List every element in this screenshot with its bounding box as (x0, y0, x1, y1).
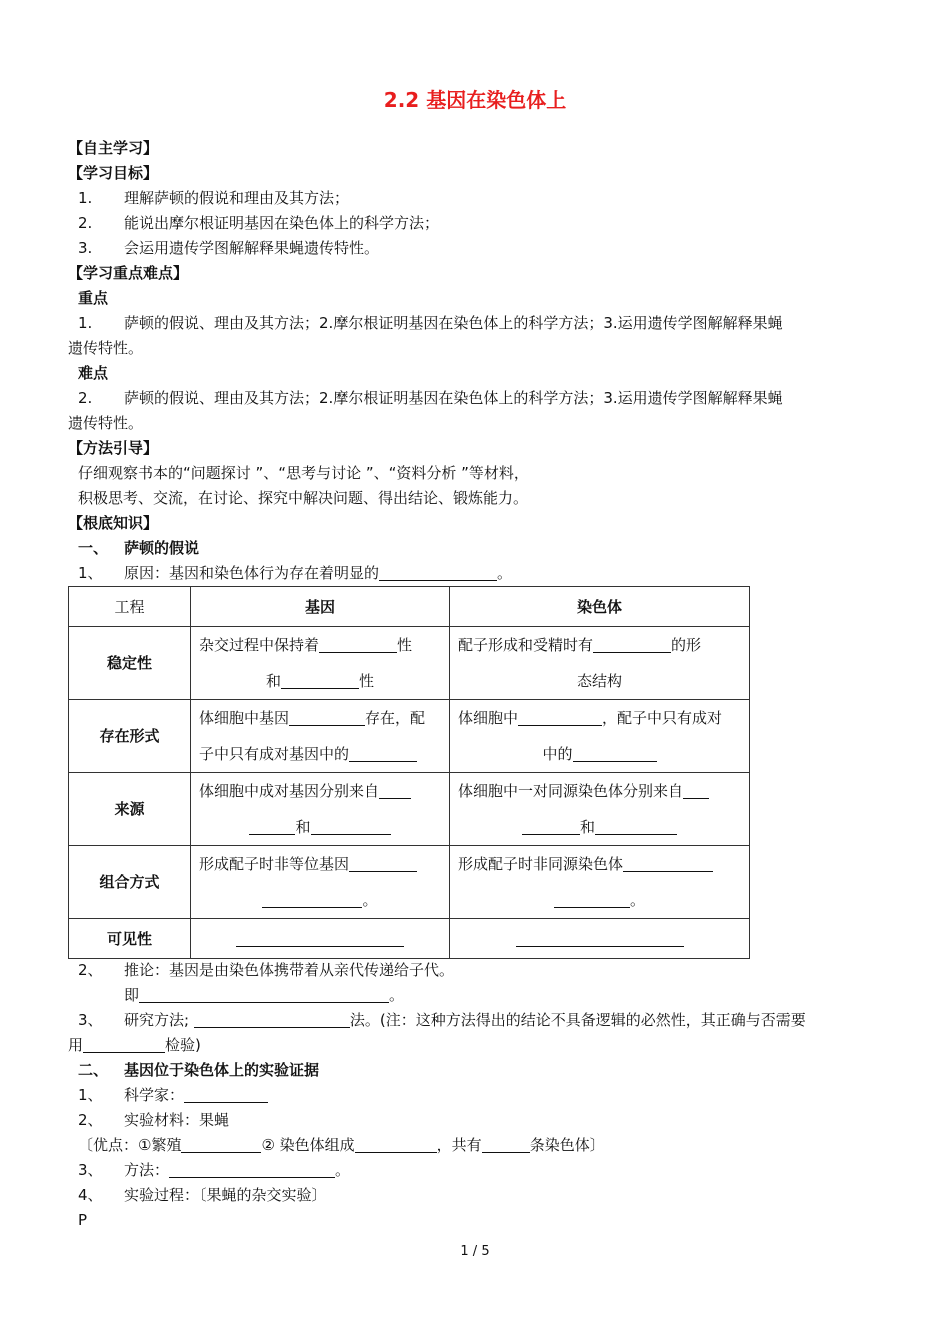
page-title: 2.2 基因在染色体上 (383, 88, 567, 112)
row-header: 可见性 (69, 919, 191, 959)
row-header: 组合方式 (69, 846, 191, 919)
answer-blank[interactable] (236, 930, 404, 947)
table-header: 染色体 (450, 587, 750, 627)
table-cell (450, 919, 750, 959)
method-text: 积极思考、交流，在讨论、探究中解决问题、得出结论、锻炼能力。 (78, 489, 529, 507)
table-row (69, 700, 750, 773)
table-row (69, 919, 750, 959)
answer-blank[interactable] (181, 1136, 261, 1153)
answer-blank[interactable] (169, 1161, 335, 1178)
heading-method: 【方法引导】 (68, 439, 159, 457)
answer-blank[interactable] (289, 709, 365, 726)
goal-item: 3. 会运用遗传学图解解释果蝇遗传特性。 (78, 239, 380, 257)
question-line: 2、 实验材料：果蝇 (78, 1111, 230, 1129)
answer-blank[interactable] (522, 818, 580, 835)
table-cell: 形成配子时非等位基因 。 (191, 846, 450, 919)
table-cell: 杂交过程中保持着 性 和 性 (191, 627, 450, 700)
answer-blank[interactable] (349, 855, 417, 872)
answer-blank[interactable] (311, 818, 391, 835)
answer-blank[interactable] (194, 1011, 350, 1028)
answer-blank[interactable] (379, 564, 497, 581)
answer-blank[interactable] (516, 930, 684, 947)
answer-blank[interactable] (83, 1036, 165, 1053)
answer-blank[interactable] (554, 891, 630, 908)
table-row (69, 773, 750, 846)
row-header: 来源 (69, 773, 191, 846)
question-line: 〔优点：①繁殖 ② 染色体组成 ，共有 条染色体〕 (78, 1136, 605, 1154)
answer-blank[interactable] (184, 1086, 268, 1103)
answer-blank[interactable] (249, 818, 295, 835)
table-cell: 体细胞中一对同源染色体分别来自 和 (450, 773, 750, 846)
question-line: 1、 科学家： (68, 1083, 888, 1107)
answer-blank[interactable] (349, 745, 417, 762)
table-cell: 体细胞中成对基因分别来自 和 (191, 773, 450, 846)
question-line: 1、 原因：基因和染色体行为存在着明显的 。 (78, 564, 513, 582)
table-header-row (69, 587, 750, 627)
answer-blank[interactable] (595, 818, 677, 835)
table-row (69, 627, 750, 700)
table-row (69, 846, 750, 919)
row-header: 存在形式 (69, 700, 191, 773)
section-heading: 二、 基因位于染色体上的实验证据 (78, 1061, 320, 1079)
table-cell: 体细胞中基因 存在，配 子中只有成对基因中的 (191, 700, 450, 773)
key-label: 重点 (78, 289, 109, 307)
table-cell: 体细胞中 ，配子中只有成对 中的 (450, 700, 750, 773)
key-text: 1. 萨顿的假说、理由及其方法；2.摩尔根证明基因在染色体上的科学方法；3.运用遗传学图解解释果蝇 (78, 314, 783, 332)
section-heading: 一、 萨顿的假说 (78, 539, 200, 557)
question-line: 4、 实验过程：〔果蝇的杂交实验〕 (78, 1186, 327, 1204)
difficulty-label: 难点 (78, 364, 109, 382)
goal-item: 2. 能说出摩尔根证明基因在染色体上的科学方法； (78, 214, 440, 232)
answer-blank[interactable] (319, 636, 397, 653)
question-line: 即 。 (124, 986, 405, 1004)
heading-key-points: 【学习重点难点】 (68, 264, 189, 282)
answer-blank[interactable] (262, 891, 362, 908)
answer-blank[interactable] (281, 672, 359, 689)
heading-self-study: 【自主学习】 (68, 139, 159, 157)
difficulty-text: 2. 萨顿的假说、理由及其方法；2.摩尔根证明基因在染色体上的科学方法；3.运用遗传学图解解释果蝇 (78, 389, 783, 407)
difficulty-text-cont: 遗传特性。 (68, 414, 144, 432)
question-line: 3、 研究方法; 法。(注：这种方法得出的结论不具备逻辑的必然性，其正确与否需要 (78, 1011, 806, 1029)
page-number: 1 / 5 (460, 1244, 490, 1259)
comparison-table (68, 586, 750, 959)
table-header: 工程 (69, 587, 191, 627)
p-label: P (78, 1211, 88, 1229)
row-header: 稳定性 (69, 627, 191, 700)
table-cell (191, 919, 450, 959)
answer-blank[interactable] (623, 855, 713, 872)
key-text-cont: 遗传特性。 (68, 339, 144, 357)
answer-blank[interactable] (355, 1136, 437, 1153)
question-line: 2、 推论：基因是由染色体携带着从亲代传递给子代。 (78, 961, 455, 979)
table-header: 基因 (191, 587, 450, 627)
table-cell: 形成配子时非同源染色体 。 (450, 846, 750, 919)
answer-blank[interactable] (482, 1136, 530, 1153)
heading-basic: 【根底知识】 (68, 514, 159, 532)
answer-blank[interactable] (139, 986, 389, 1003)
answer-blank[interactable] (379, 782, 411, 799)
question-line: 3、 方法： 。 (78, 1161, 351, 1179)
answer-blank[interactable] (683, 782, 709, 799)
answer-blank[interactable] (593, 636, 671, 653)
question-line: 用 检验) (68, 1036, 201, 1054)
answer-blank[interactable] (573, 745, 657, 762)
heading-goals: 【学习目标】 (68, 164, 159, 182)
method-text: 仔细观察书本的“问题探讨 ”、“思考与讨论 ”、“资料分析 ”等材料， (78, 464, 529, 482)
table-cell: 配子形成和受精时有 的形 态结构 (450, 627, 750, 700)
goal-item: 1. 理解萨顿的假说和理由及其方法； (78, 189, 350, 207)
answer-blank[interactable] (518, 709, 602, 726)
